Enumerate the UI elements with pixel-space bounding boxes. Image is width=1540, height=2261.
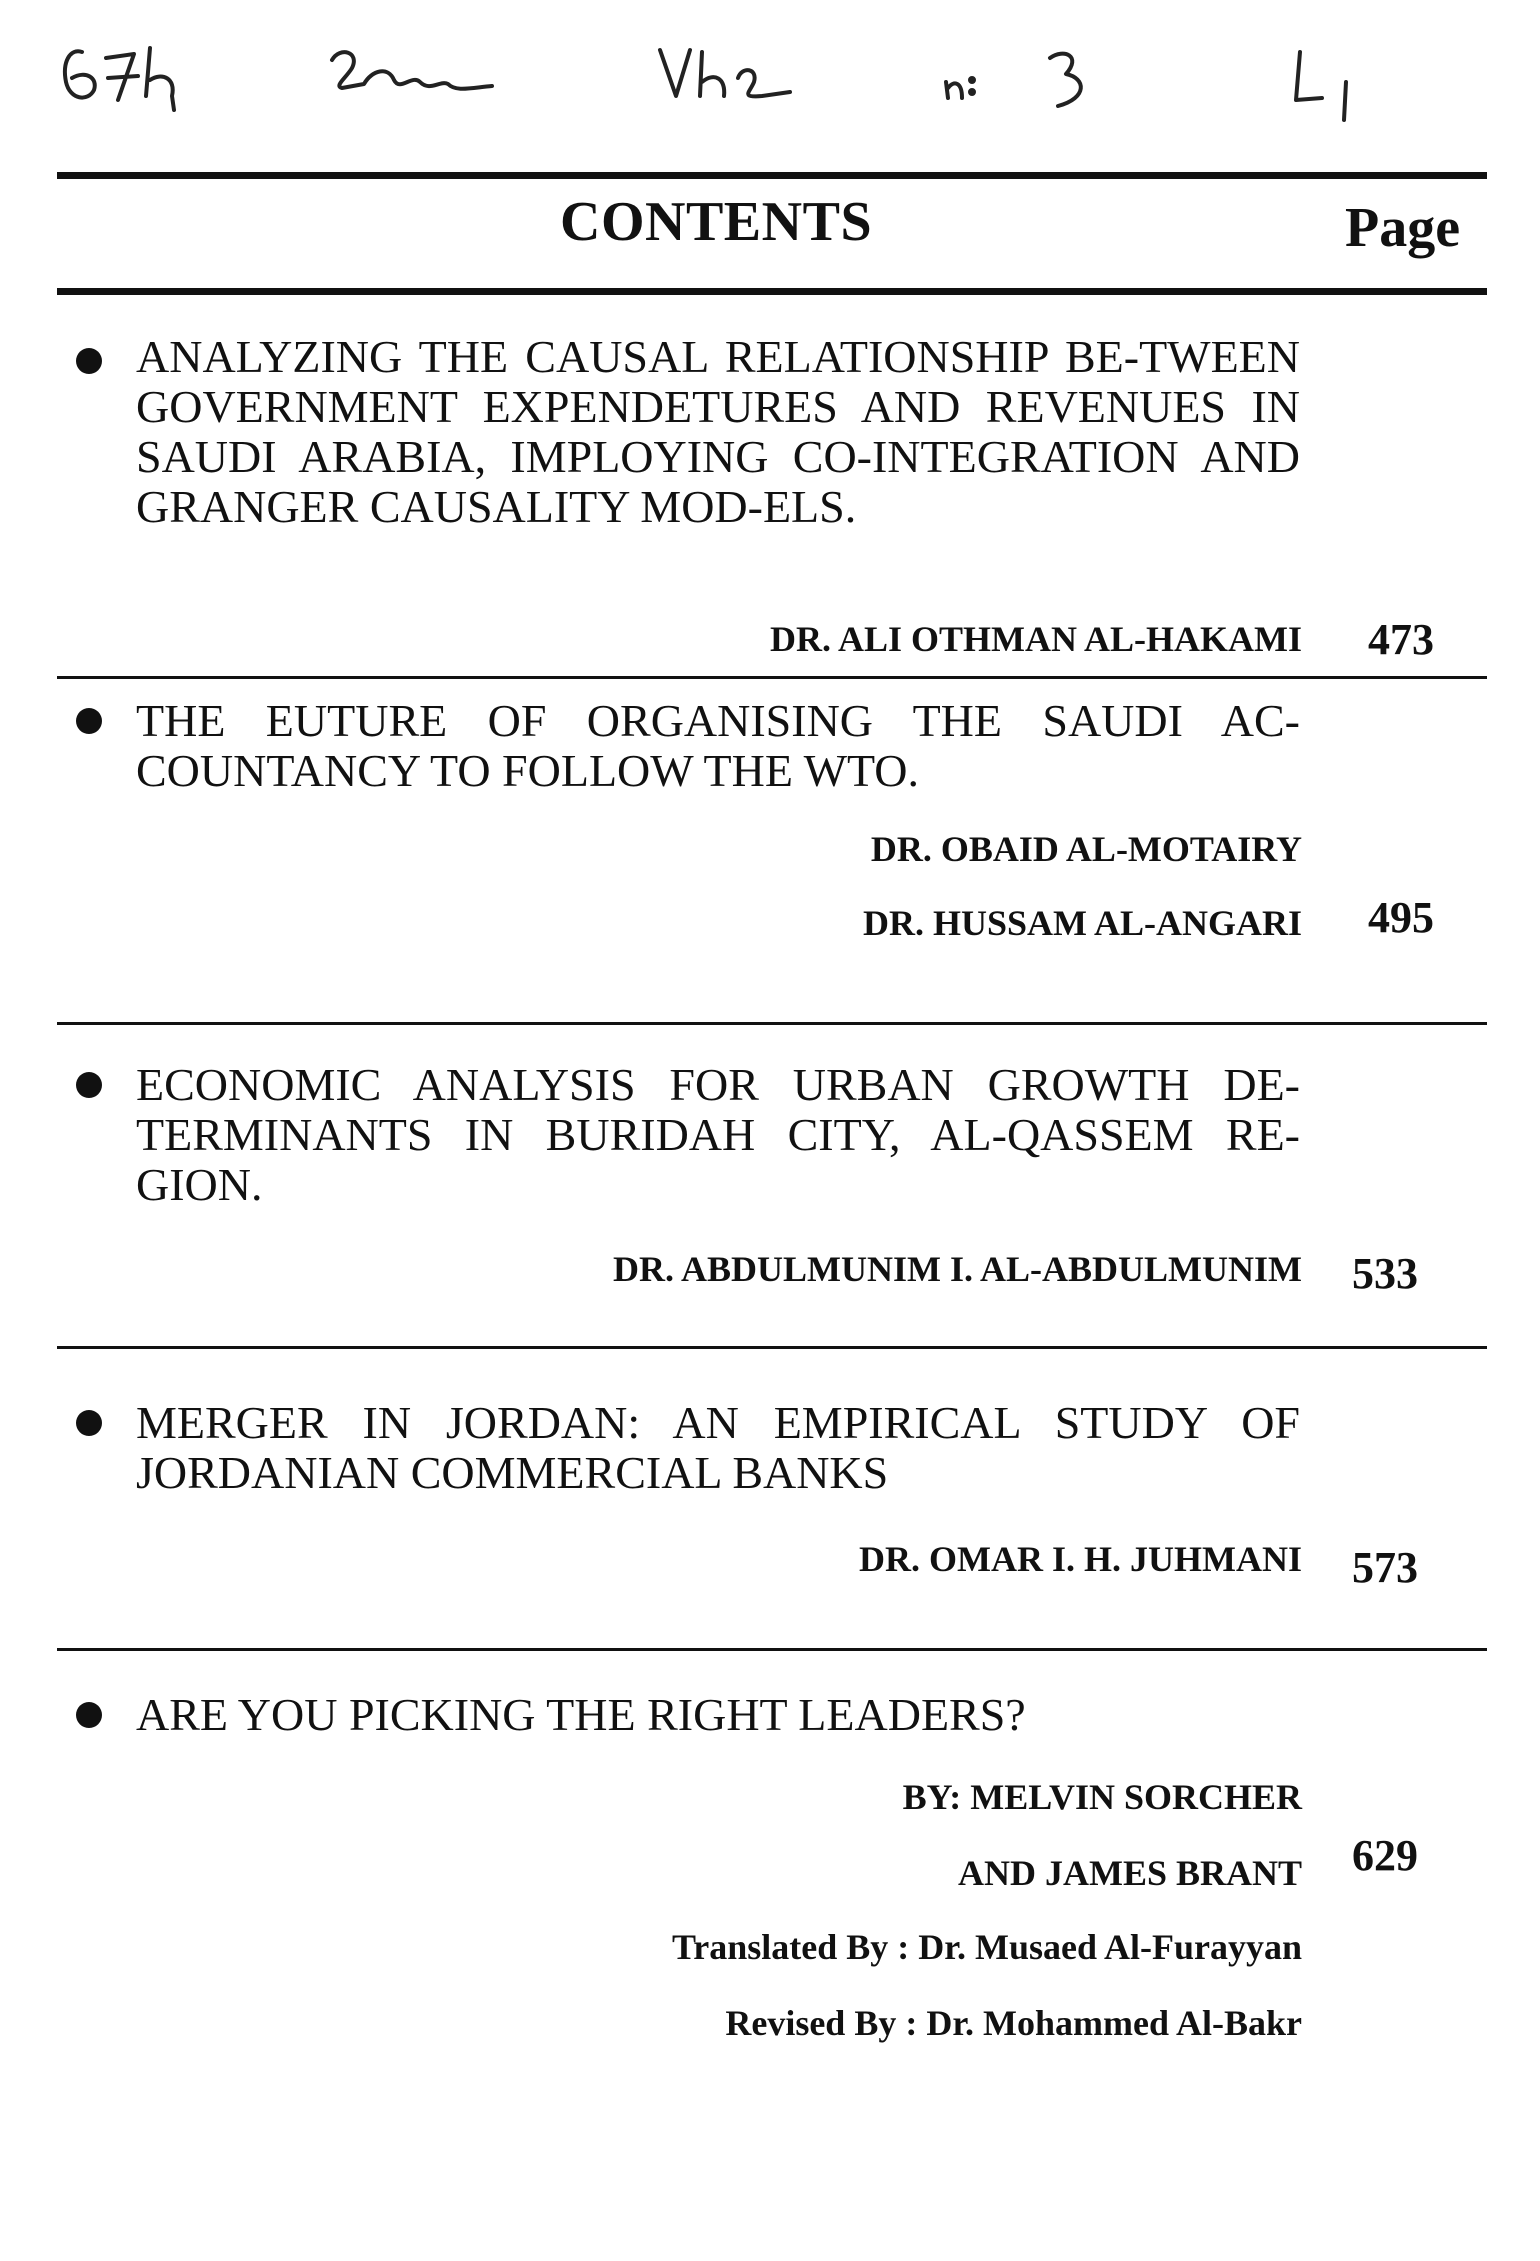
- entry-author: DR. HUSSAM AL-ANGARI: [862, 903, 1302, 943]
- entry-title[interactable]: ARE YOU PICKING THE RIGHT LEADERS?: [136, 1689, 1026, 1740]
- entry-translator: Translated By : Dr. Musaed Al-Furayyan: [671, 1927, 1302, 1967]
- entry-author: DR. ABDULMUNIM I. AL-ABDULMUNIM: [613, 1249, 1302, 1289]
- contents-heading: CONTENTS: [560, 191, 873, 253]
- header-rule: [57, 288, 1487, 295]
- bullet-icon: [76, 1410, 102, 1436]
- entry-title[interactable]: MERGER IN JORDAN: AN EMPIRICAL STUDY OF JORDANIAN COMMERCIAL BANKS: [136, 1397, 1300, 1498]
- entry-author: DR. OBAID AL-MOTAIRY: [870, 829, 1302, 869]
- entry-title[interactable]: THE EUTURE OF ORGANISING THE SAUDI AC-COUNTANCY TO FOLLOW THE WTO.: [136, 695, 1300, 796]
- entry-page-number[interactable]: 573: [1352, 1543, 1418, 1592]
- entry-page-number[interactable]: 495: [1368, 893, 1434, 942]
- entry-page-number[interactable]: 473: [1368, 615, 1434, 664]
- entry-author: DR. ALI OTHMAN AL-HAKAMI: [769, 619, 1302, 659]
- entry-divider: [57, 676, 1487, 679]
- entry-divider: [57, 1648, 1487, 1651]
- entry-author: BY: MELVIN SORCHER: [902, 1777, 1302, 1817]
- entry-reviser: Revised By : Dr. Mohammed Al-Bakr: [725, 2003, 1302, 2043]
- top-rule: [57, 172, 1487, 179]
- bullet-icon: [76, 1702, 102, 1728]
- entry-divider: [57, 1022, 1487, 1025]
- entry-author: DR. OMAR I. H. JUHMANI: [859, 1539, 1302, 1579]
- entry-title[interactable]: ECONOMIC ANALYSIS FOR URBAN GROWTH DE-TERMINANTS IN BURIDAH CITY, AL-QASSEM RE-GION.: [136, 1059, 1300, 1210]
- bullet-icon: [76, 1072, 102, 1098]
- bullet-icon: [76, 708, 102, 734]
- bullet-icon: [76, 348, 102, 374]
- handwritten-note: [0, 0, 1540, 150]
- entry-page-number[interactable]: 533: [1352, 1249, 1418, 1298]
- entry-title[interactable]: ANALYZING THE CAUSAL RELATIONSHIP BE-TWEEN GOVERNMENT EXPENDETURES AND REVENUES IN SAUDI ARABIA, IMPLOYING CO-INTEGRATION AND GRANGER CAUSALITY MOD-ELS.: [136, 331, 1300, 532]
- entry-divider: [57, 1346, 1487, 1349]
- entry-page-number[interactable]: 629: [1352, 1831, 1418, 1880]
- page-column-heading: Page: [1345, 197, 1461, 259]
- entry-author: AND JAMES BRANT: [957, 1853, 1302, 1893]
